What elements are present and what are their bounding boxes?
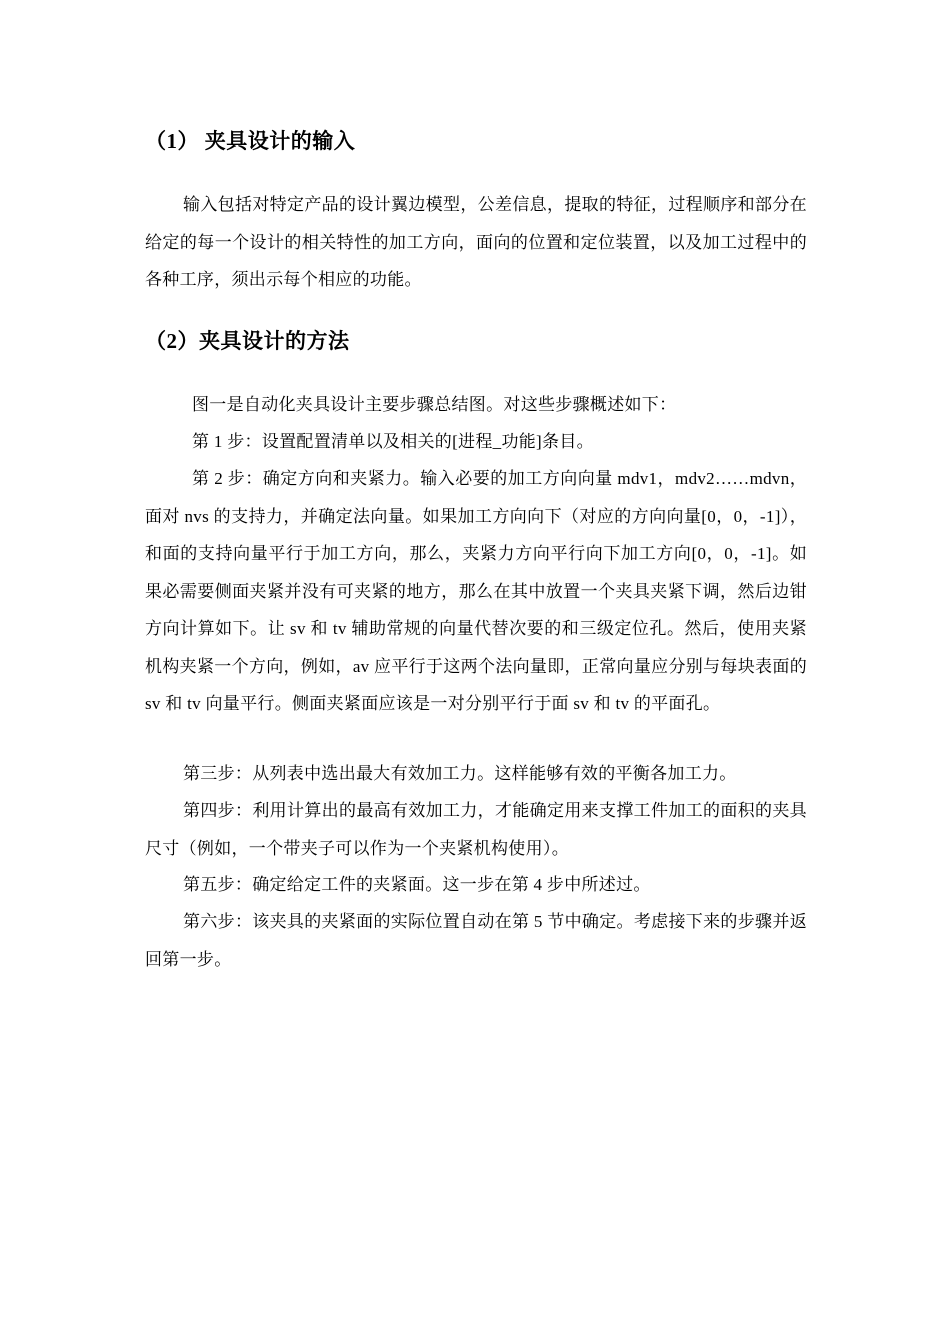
section1-heading: （1） 夹具设计的输入 [145,129,356,153]
section2-intro: 图一是自动化夹具设计主要步骤总结图。对这些步骤概述如下： [192,395,677,414]
section2-heading: （2）夹具设计的方法 [145,329,350,353]
step3-paragraph: 第三步：从列表中选出最大有效加工力。这样能够有效的平衡各加工力。 [183,764,737,783]
step6-paragraph: 第六步：该夹具的夹紧面的实际位置自动在第 5 节中确定。考虑接下来的步骤并返回第一步。 [145,912,807,969]
step2-paragraph: 第 2 步：确定方向和夹紧力。输入必要的加工方向向量 mdv1，mdv2……mdvn，面对 nvs 的支持力，并确定法向量。如果加工方向向下（对应的方向向量[0，0，-1]），和面的支持向量平行于加工方向，那么，夹紧力方向平行向下加工方向[0，0，-1]。如果必需要侧面夹紧并没有可夹紧的地方，那么在其中放置一个夹具夹紧下调，然后边钳方向计算如下。让 sv 和 tv 辅助常规的向量代替次要的和三级定位孔。然后，使用夹紧机构夹紧一个方向，例如，av 应平行于这两个法向量即，正常向量应分别与每块表面的 sv 和 tv 向量平行。侧面夹紧面应该是一对分别平行于面 sv 和 tv 的平面孔。 [145,469,807,713]
step4-paragraph: 第四步：利用计算出的最高有效加工力，才能确定用来支撑工件加工的面积的夹具尺寸（例如，一个带夹子可以作为一个夹紧机构使用）。 [145,801,807,858]
step5-paragraph: 第五步：确定给定工件的夹紧面。这一步在第 4 步中所述过。 [183,875,651,894]
section1-paragraph: 输入包括对特定产品的设计翼边模型，公差信息，提取的特征，过程顺序和部分在给定的每一个设计的相关特性的加工方向，面向的位置和定位装置，以及加工过程中的各种工序，须出示每个相应的功能。 [145,195,807,289]
step1-paragraph: 第 1 步：设置配置清单以及相关的[进程_功能]条目。 [192,432,594,451]
